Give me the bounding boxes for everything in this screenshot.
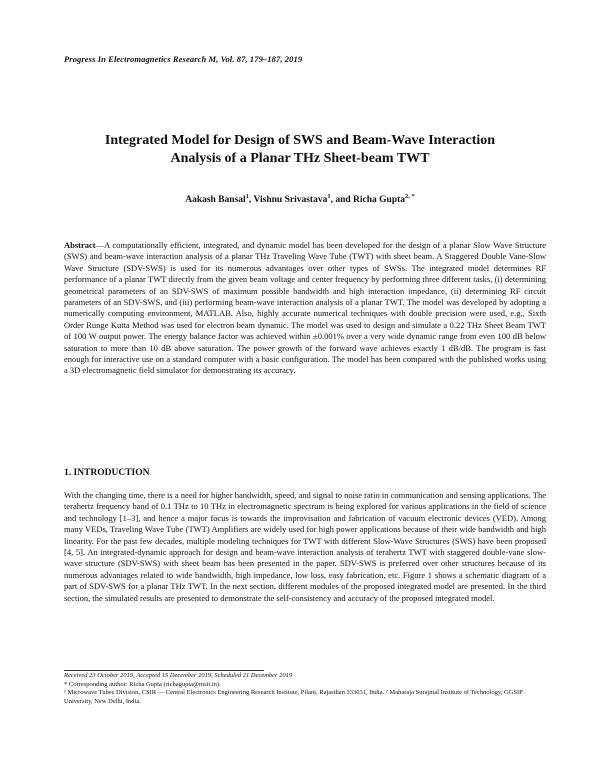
author-list [64,193,536,205]
title-line-2: Analysis of a Planar THz Sheet-beam TWT [170,151,430,166]
title-line-1: Integrated Model for Design of SWS and Beam-Wave Interaction [104,133,496,148]
introduction-body: With the changing time, there is a need for higher bandwidth, speed, and signal to noise ratio in communication and sensing applications. The terahertz frequency band of 0.1 THz to 10 THz in electromagnetic spectrum is being explored for various applications in the field of science and technology [1–3], and hence a major focus is towards the improvisation and fabrication of vacuum electronic devices (VED). Among many VEDs, Traveling Wave Tube (TWT) Amplifiers are widely used for high power applications because of their wide bandwidth and high linearity. For the past few decades, multiple modeling techniques for TWT with different Slow-Wave Structures (SWS) have been proposed [4, 5]. An integrated-dynamic approach for design and beam-wave interaction analysis of terahertz TWT with staggered double-vane slow-wave structure (SDV-SWS) with sheet beam has been presented in the paper. SDV-SWS is preferred over other structures because of its numerous advantages related to wide bandwidth, high impedance, low loss, easy fabrication, etc. Figure 1 shows a schematic diagram of a part of SDV-SWS for a planar THz TWT. In the next section, different modules of the proposed integrated model are presented. In the third section, the simulated results are presented to demonstrate the self-consistency and accuracy of the proposed integrated model. [64,490,546,603]
journal-citation: Progress In Electromagnetics Research M, Vol. 87, 179–187, 2019 [64,54,303,64]
author-2-affiliation: 1 [327,193,331,200]
author-separator: , [248,195,254,206]
affiliations: ¹ Microwave Tubes Division, CSIR — Central Electronics Engineering Research Institute, Pilani, Rajasthan 333031, India. ² Maharaja Surajmal Institute of Technology, GGSIP University, New Delhi, India. [64,689,523,705]
paper-title [64,132,536,168]
author-1-affiliation: 1 [245,193,249,200]
corresponding-author: * Corresponding author: Richa Gupta (richagupta@msit.in). [64,680,221,688]
author-1: Aakash Bansal [185,195,246,206]
abstract [64,240,546,377]
author-3-affiliation: 2, * [405,193,415,200]
author-separator: , and [330,195,354,206]
author-2: Vishnu Srivastava [253,195,328,206]
abstract-label: Abstract [64,240,96,250]
abstract-text: —A computationally efficient, integrated, and dynamic model has been developed for the design of a planar Slow Wave Structure (SWS) and beam-wave interaction analysis of a planar THz Traveling Wave Tube (TWT) with sheet beam. A Staggered Double Vane-Slow Wave Structure (SDV-SWS) is used for its numerous advantages over other types of SWSs. The integrated model determines RF performance of a planar TWT directly from the given beam voltage and center frequency by performing three different tasks, (i) determining geometrical parameters of an SDV-SWS of maximum possible bandwidth and high interaction impedance, (ii) determining RF circuit parameters of an SDV-SWS, and (iii) performing beam-wave interaction analysis of a planar TWT. The model was developed by adopting a numerically computing environment, MATLAB. Also, highly accurate numerical techniques with double precision were used, e.g., Sixth Order Runge Kutta Method was used for electron beam dynamic. The model was used to design and simulate a 0.22 THz Sheet Beam TWT of 100 W output power. The energy balance factor was achieved within ±0.001% over a very wide dynamic range from even 100 dB below saturation to more than 10 dB above saturation. The power growth of the forward wave achieves exactly 1 dB/dB. The program is fast enough for interactive use on a standard computer with a basic configuration. The model has been compared with the published works using a 3D electromagnetic field simulator for demonstrating its accuracy. [64,240,546,376]
author-3: Richa Gupta [353,195,406,206]
footnote-divider [64,670,264,671]
section-heading: 1. INTRODUCTION [64,468,150,478]
footnotes [64,672,546,706]
received-dates: Received 23 October 2019, Accepted 15 December 2019, Scheduled 21 December 2019 [64,672,293,679]
